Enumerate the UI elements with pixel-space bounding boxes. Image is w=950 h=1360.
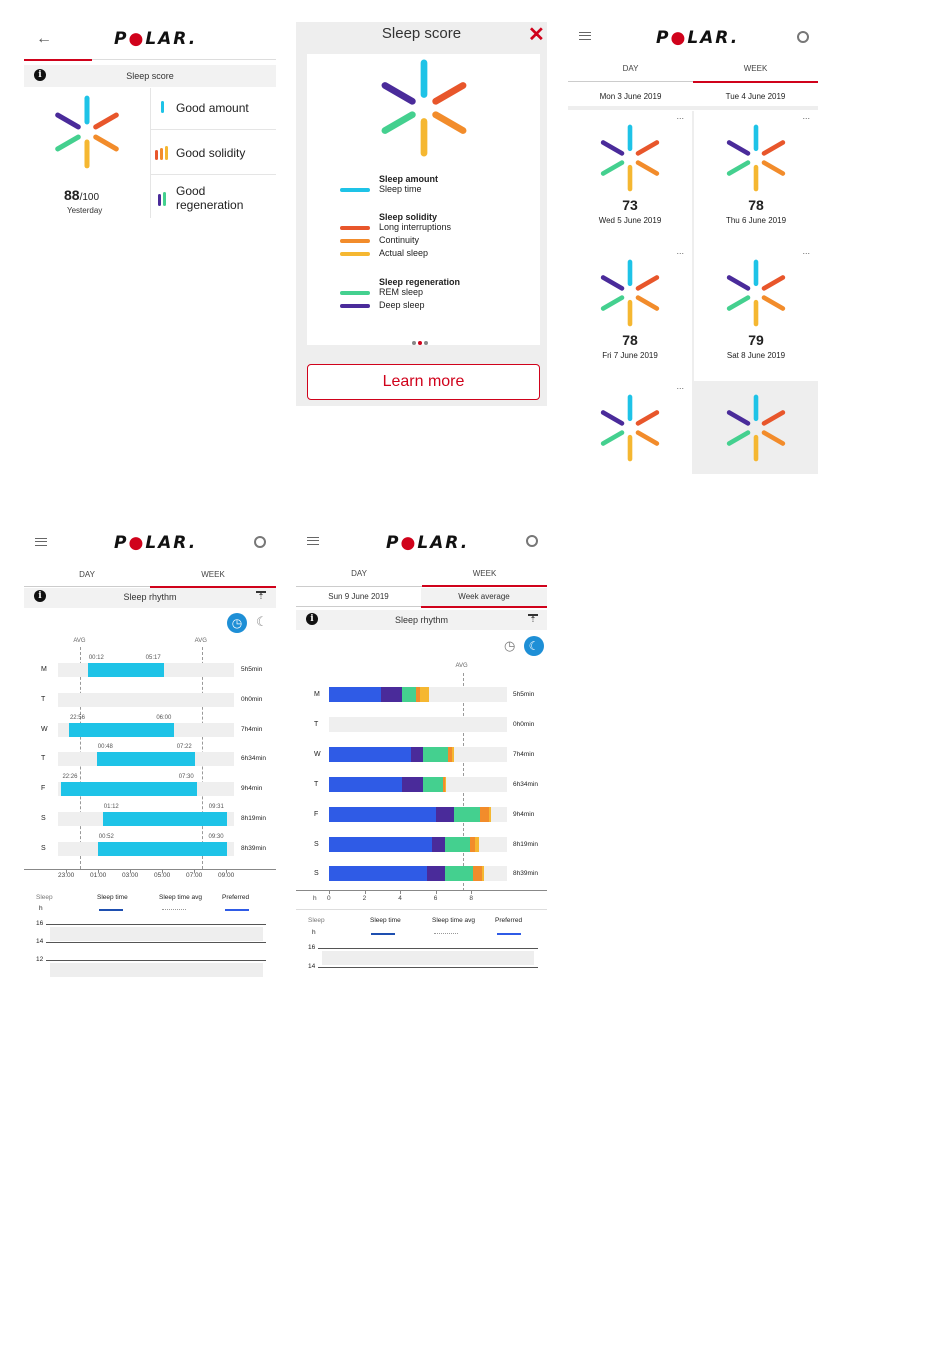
day-label: M [41, 666, 47, 673]
start-time-label: 22:56 [69, 714, 85, 721]
info-icon[interactable]: i [34, 590, 46, 602]
info-icon[interactable]: i [34, 69, 46, 81]
score-day: Yesterday [67, 206, 103, 215]
light-sleep-segment[interactable] [329, 837, 432, 852]
duration-label: 8h39min [241, 844, 266, 852]
rem-sleep-segment[interactable] [445, 866, 473, 881]
day-label: T [41, 755, 46, 763]
y-unit-label: h [39, 905, 43, 912]
day-label: S [41, 844, 46, 852]
subtab-week-average[interactable] [421, 588, 547, 608]
petal-deep-sleep [603, 142, 622, 153]
petal-rem-sleep [385, 115, 412, 131]
legend-preferred: Preferred [495, 917, 523, 924]
tab-day[interactable]: DAY [351, 569, 367, 578]
duration-label: 7h4min [241, 725, 263, 733]
actual-sleep-segment[interactable] [482, 866, 484, 881]
amount-icon [161, 101, 164, 113]
score-value: 88 [64, 187, 80, 203]
legend-sleep-amount [340, 174, 530, 197]
duration-label: 5h5min [241, 666, 263, 673]
petal-long-interruptions [638, 412, 657, 423]
avg-label: AVG [194, 638, 207, 644]
page-dot-active[interactable] [418, 341, 422, 345]
sleep-score-flower-icon [597, 258, 663, 328]
petal-deep-sleep [385, 85, 412, 101]
deep-sleep-segment[interactable] [432, 837, 444, 852]
petal-deep-sleep [729, 142, 748, 153]
legend-entry: Continuity [379, 235, 420, 245]
close-icon[interactable]: ✕ [528, 24, 545, 46]
sleep-bar[interactable] [98, 842, 227, 856]
day-label: S [314, 840, 319, 848]
start-time-label: 22:26 [62, 774, 78, 781]
deep-sleep-segment[interactable] [381, 687, 402, 702]
moon-view-icon[interactable]: ☾ [524, 636, 544, 656]
legend-sleep-solidity [340, 212, 530, 261]
sleep-bar[interactable] [61, 782, 196, 796]
day-card[interactable] [694, 381, 818, 474]
subtab-label: Sun 9 June 2019 [328, 592, 389, 601]
start-time-label: 00:52 [98, 833, 114, 840]
start-time-label: 01:12 [103, 804, 119, 810]
settings-gear-icon[interactable] [254, 536, 266, 548]
legend-sleep-time-swatch [99, 909, 123, 911]
sleep-score-flower-icon [51, 94, 123, 170]
card-date: Fri 7 June 2019 [602, 351, 658, 360]
more-options-icon[interactable]: ... [676, 381, 684, 391]
card-score: 73 [622, 197, 638, 213]
active-tab-underline [422, 585, 547, 587]
sleep-score-flower-icon [723, 393, 789, 463]
item-amount: Good amount [176, 101, 249, 115]
day-label: F [314, 810, 319, 818]
polar-logo: P●LAR. [656, 28, 740, 48]
tab-week[interactable]: WEEK [743, 64, 768, 73]
more-options-icon[interactable]: ... [802, 246, 810, 256]
subtab-label: Week average [458, 592, 510, 601]
petal-continuity [764, 433, 783, 444]
actual-sleep-segment[interactable] [489, 807, 491, 822]
legend-avg-swatch [434, 933, 458, 934]
day-card[interactable] [568, 246, 692, 380]
card-date: Thu 6 June 2019 [725, 216, 787, 225]
legend-avg-swatch [162, 909, 186, 910]
deep-sleep-segment[interactable] [427, 866, 445, 881]
end-time-label: 09:31 [208, 804, 224, 810]
day-label: S [314, 870, 319, 878]
card-score: 78 [748, 197, 764, 213]
screen-week-cards [568, 22, 818, 474]
legend-heading: Sleep amount [379, 174, 439, 184]
tab-day[interactable]: DAY [79, 570, 95, 579]
day-card[interactable] [694, 246, 818, 380]
x-tick [436, 890, 437, 894]
gridline [46, 924, 266, 925]
regeneration-icon [158, 192, 170, 206]
petal-continuity [638, 298, 657, 309]
rem-sleep-segment[interactable] [423, 777, 443, 792]
day-label: T [314, 780, 319, 788]
legend-entry: Deep sleep [379, 300, 425, 310]
deep-sleep-segment[interactable] [436, 807, 454, 822]
legend-preferred-swatch [497, 933, 521, 935]
legend-sleep: Sleep [36, 894, 53, 901]
legend-sleep-time: Sleep time [97, 894, 128, 901]
actual-sleep-segment[interactable] [452, 747, 454, 762]
petal-long-interruptions [764, 142, 783, 153]
legend-sleep-time: Sleep time [370, 917, 401, 924]
x-tick-label: 01:00 [90, 872, 107, 879]
preferred-band [322, 951, 534, 965]
day-label: F [41, 785, 46, 793]
learn-more-button[interactable]: Learn more [307, 364, 540, 400]
x-tick-label: 0 [327, 895, 331, 902]
duration-label: 9h4min [241, 785, 263, 793]
duration-label: 8h19min [241, 815, 266, 822]
x-tick-label: 4 [398, 895, 402, 902]
day-label: T [314, 720, 319, 728]
petal-deep-sleep [603, 277, 622, 288]
rem-sleep-segment[interactable] [454, 807, 481, 822]
x-axis [296, 890, 547, 891]
legend-entry: Long interruptions [379, 222, 452, 232]
sleep-bar[interactable] [97, 752, 195, 766]
sleep-score-flower-icon [376, 57, 472, 159]
active-tab-underline [693, 81, 818, 83]
light-sleep-segment[interactable] [329, 866, 427, 881]
item-solidity: Good solidity [176, 146, 246, 160]
petal-rem-sleep [603, 433, 622, 444]
screen-sleep-score-legend [296, 22, 547, 406]
petal-deep-sleep [729, 277, 748, 288]
actual-sleep-segment[interactable] [420, 687, 429, 702]
moon-view-icon[interactable]: ☾ [256, 614, 268, 629]
day-card[interactable] [568, 381, 692, 474]
rem-sleep-segment[interactable] [423, 747, 448, 762]
sleep-bar[interactable] [88, 663, 164, 677]
sleep-score-flower-icon [597, 393, 663, 463]
petal-rem-sleep [729, 433, 748, 444]
tab-week[interactable]: WEEK [201, 570, 225, 579]
duration-label: 6h34min [241, 755, 266, 763]
score-max: /100 [79, 192, 100, 203]
legend-heading: Sleep regeneration [379, 277, 461, 287]
clock-view-icon[interactable]: ◷ [504, 638, 516, 653]
petal-continuity [96, 137, 117, 149]
screen-sleep-rhythm-clock [24, 528, 276, 978]
light-sleep-segment[interactable] [329, 747, 411, 762]
row-track [58, 693, 234, 707]
x-tick-label: 09:00 [218, 872, 235, 879]
clock-view-icon[interactable]: ◷ [227, 613, 247, 633]
end-time-label: 05:17 [145, 655, 161, 661]
screen-sleep-score-summary [24, 22, 276, 222]
day-label: W [314, 750, 321, 758]
petal-deep-sleep [58, 115, 79, 127]
share-icon[interactable]: ⇡ [257, 592, 265, 601]
more-options-icon[interactable]: ... [676, 111, 684, 121]
petal-deep-sleep [603, 412, 622, 423]
sleep-bar[interactable] [103, 812, 227, 826]
sleep-bar[interactable] [69, 723, 174, 737]
menu-icon[interactable] [579, 32, 591, 40]
day-card[interactable] [694, 111, 818, 245]
start-time-label: 00:48 [97, 744, 113, 751]
legend-sleep-time-avg: Sleep time avg [159, 894, 202, 901]
x-tick [329, 890, 330, 894]
x-tick-label: 03:00 [122, 872, 139, 879]
menu-icon[interactable] [307, 537, 319, 545]
sleep-score-flower-icon [723, 258, 789, 328]
gridline [46, 942, 266, 943]
x-tick-label: 05:00 [154, 872, 171, 879]
dialog-title: Sleep score [381, 25, 462, 42]
rem-sleep-segment[interactable] [445, 837, 470, 852]
legend-divider [296, 909, 547, 910]
subtab-day[interactable] [296, 588, 421, 607]
petal-long-interruptions [638, 142, 657, 153]
legend-entry: REM sleep [379, 287, 424, 297]
legend-sleep-regeneration [340, 277, 530, 313]
legend-heading: Sleep solidity [379, 212, 438, 222]
card-score: 79 [748, 332, 764, 348]
y-unit-label: h [312, 929, 316, 936]
gridline [318, 967, 538, 968]
polar-logo: P●LAR. [114, 533, 198, 553]
x-tick [365, 890, 366, 894]
petal-continuity [764, 163, 783, 174]
y-tick-label: 12 [36, 956, 44, 963]
gridline [46, 960, 266, 961]
legend-preferred-swatch [225, 909, 249, 911]
petal-continuity [436, 115, 463, 131]
duration-label: 9h4min [513, 810, 535, 818]
date-header[interactable]: Mon 3 June 2019 [599, 92, 662, 101]
petal-long-interruptions [764, 412, 783, 423]
deep-sleep-segment[interactable] [402, 777, 423, 792]
back-arrow-icon[interactable]: ← [36, 30, 52, 47]
preferred-band [50, 927, 263, 941]
petal-rem-sleep [729, 163, 748, 174]
petal-long-interruptions [764, 277, 783, 288]
day-card[interactable] [568, 111, 692, 245]
duration-label: 6h34min [513, 780, 538, 788]
settings-gear-icon[interactable] [526, 535, 538, 547]
x-unit-label: h [313, 895, 317, 902]
x-tick-label: 2 [362, 895, 367, 902]
duration-label: 7h4min [513, 750, 535, 758]
legend-sleep-time-swatch [371, 933, 395, 935]
menu-icon[interactable] [35, 538, 47, 546]
deep-sleep-segment[interactable] [411, 747, 423, 762]
light-sleep-segment[interactable] [329, 777, 402, 792]
petal-rem-sleep [603, 163, 622, 174]
duration-label: 0h0min [241, 695, 263, 703]
duration-label: 5h5min [513, 691, 535, 698]
duration-label: 8h19min [513, 840, 538, 848]
actual-sleep-segment[interactable] [445, 777, 447, 792]
actual-sleep-segment[interactable] [475, 837, 479, 852]
sleep-score-flower-icon [597, 123, 663, 193]
legend-entry: Actual sleep [379, 248, 429, 258]
rem-sleep-segment[interactable] [402, 687, 416, 702]
header-underline [24, 59, 92, 61]
petal-deep-sleep [729, 412, 748, 423]
settings-gear-icon[interactable] [797, 31, 809, 43]
x-tick-label: 8 [469, 895, 474, 902]
section-title: Sleep rhythm [394, 615, 449, 625]
end-time-label: 07:22 [176, 744, 192, 751]
day-label: W [41, 725, 48, 733]
y-tick-label: 16 [308, 944, 316, 951]
petal-continuity [764, 298, 783, 309]
screen-sleep-rhythm-stages [296, 528, 547, 978]
light-sleep-segment[interactable] [329, 687, 381, 702]
page-indicator [412, 332, 428, 350]
day-label: S [41, 815, 46, 822]
solidity-icon [155, 146, 173, 160]
gridline [318, 948, 538, 949]
more-options-icon[interactable]: ... [802, 111, 810, 121]
x-tick [400, 890, 401, 894]
item-regeneration: Good regeneration [176, 184, 244, 212]
continuity-segment[interactable] [473, 866, 482, 881]
y-tick-label: 14 [36, 938, 44, 945]
page-dot[interactable] [424, 341, 428, 345]
more-options-icon[interactable]: ... [676, 246, 684, 256]
card-date: Sat 8 June 2019 [726, 351, 786, 360]
end-time-label: 06:00 [156, 714, 172, 721]
info-icon[interactable]: i [306, 613, 318, 625]
x-tick [471, 890, 472, 894]
petal-continuity [638, 163, 657, 174]
page-dot[interactable] [412, 341, 416, 345]
day-label: M [314, 691, 320, 698]
legend-entry: Sleep time [379, 184, 422, 194]
day-label: T [41, 695, 46, 703]
date-header[interactable]: Tue 4 June 2019 [725, 92, 786, 101]
end-time-label: 09:30 [208, 833, 224, 840]
card-date: Wed 5 June 2019 [598, 216, 662, 225]
petal-rem-sleep [603, 298, 622, 309]
start-time-label: 00:12 [88, 655, 104, 661]
sleep-score-flower-icon [723, 123, 789, 193]
row-track [329, 717, 507, 732]
card-score: 78 [622, 332, 638, 348]
duration-label: 0h0min [513, 720, 535, 728]
share-icon[interactable]: ⇡ [529, 615, 537, 624]
x-tick-label: 07:00 [186, 872, 203, 879]
x-tick-label: 23:00 [58, 872, 75, 879]
polar-logo: P●LAR. [114, 29, 198, 49]
x-tick-label: 6 [433, 895, 438, 902]
avg-label: AVG [455, 663, 468, 669]
legend-sleep-time-avg: Sleep time avg [432, 917, 475, 924]
petal-long-interruptions [96, 115, 117, 127]
section-title: Sleep score [126, 71, 174, 81]
petal-continuity [638, 433, 657, 444]
y-tick-label: 16 [36, 920, 44, 927]
legend-sleep: Sleep [308, 917, 325, 924]
tab-week[interactable]: WEEK [472, 569, 497, 578]
y-tick-label: 14 [308, 963, 316, 970]
petal-rem-sleep [58, 137, 79, 149]
tab-day[interactable]: DAY [622, 64, 639, 73]
preferred-band [50, 963, 263, 977]
avg-label: AVG [73, 638, 86, 644]
light-sleep-segment[interactable] [329, 807, 436, 822]
continuity-segment[interactable] [480, 807, 489, 822]
petal-rem-sleep [729, 298, 748, 309]
end-time-label: 07:30 [178, 774, 194, 781]
x-axis [24, 869, 276, 870]
polar-logo: P●LAR. [386, 533, 470, 553]
section-title: Sleep rhythm [123, 592, 177, 602]
petal-long-interruptions [638, 277, 657, 288]
petal-long-interruptions [436, 85, 463, 101]
duration-label: 8h39min [513, 870, 538, 878]
legend-preferred: Preferred [222, 894, 250, 901]
